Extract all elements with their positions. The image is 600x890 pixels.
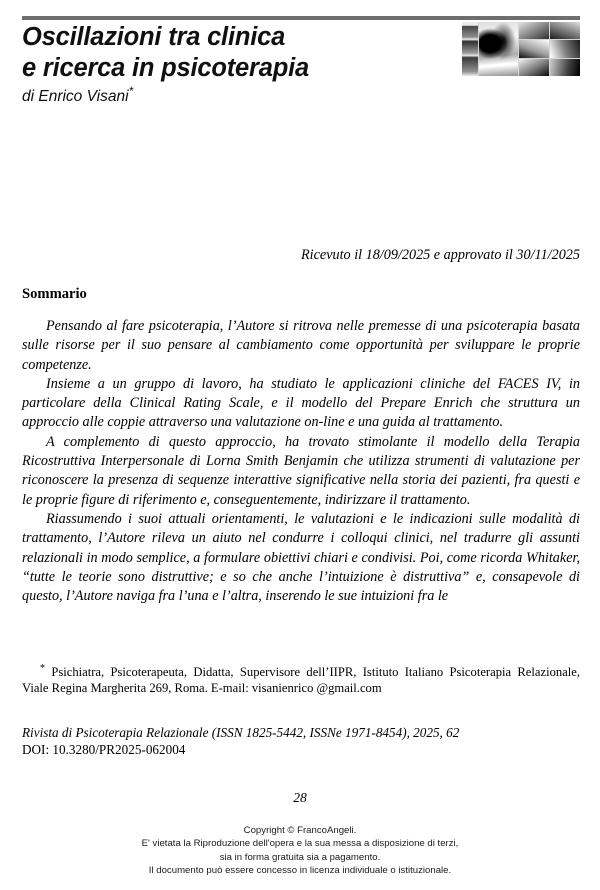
author-footnote: [22, 664, 580, 697]
received-approved-line: Ricevuto il 18/09/2025 e approvato il 30/11/2025: [301, 247, 580, 263]
collage-thumb-1: [519, 22, 549, 39]
header-rule: [22, 16, 580, 20]
title-block: [22, 22, 452, 107]
collage-left-filmstrip: [462, 22, 478, 76]
author-byline-text: di Enrico Visani: [22, 88, 129, 105]
collage-main-photo: [479, 22, 518, 76]
abstract-paragraph: Riassumendo i suoi attuali orientamenti, le valutazioni e le indicazioni sulle modalità di trattamento, l’Autore rileva un aiuto nel condurre i colloqui clinici, nel tradurre gli assunti relazionali in modo semplice, a formulare obiettivi chiari e condivisi. Poi, come ricorda Whitaker, “tutte le teorie sono distruttive; e so che anche l’intuizione è distruttiva” e, consapevole di questo, l’Autore naviga fra l’una e l’altra, inserendo le sue intuizioni fra le: [22, 510, 580, 605]
collage-thumb-2: [550, 22, 580, 39]
collage-thumb-4: [550, 40, 580, 57]
header-photo-collage: [462, 22, 580, 76]
journal-title-issn: Rivista di Psicoterapia Relazionale (ISSN 1825-5442, ISSNe 1971-8454), 2025, 62: [22, 725, 460, 740]
author-byline: [22, 83, 452, 107]
abstract-body: [22, 317, 580, 606]
masthead: [0, 0, 600, 130]
author-footnote-paragraph: [22, 664, 580, 697]
copyright-line-2: E' vietata la Riproduzione dell'opera e la sua messa a disposizione di terzi,: [141, 838, 459, 850]
author-footnote-marker: *: [128, 83, 134, 98]
doi-line: DOI: 10.3280/PR2025-062004: [22, 741, 186, 757]
abstract-paragraph: A complemento di questo approccio, ha trovato stimolante il modello della Terapia Ricostruttiva Interpersonale di Lorna Smith Benjamin che utilizza strumenti di valutazione per riconoscere la presenza di sequenze interattive significative nella storia dei pazienti, fra questi e le proprie figure di riferimento e, conseguentemente, indirizzare il trattamento.: [22, 433, 580, 508]
copyright-line-3: sia in forma gratuita sia a pagamento.: [219, 851, 381, 863]
copyright-line-4: Il documento può essere concesso in licenza individuale o istituzionale.: [148, 865, 452, 877]
collage-thumb-3: [519, 40, 549, 57]
abstract-paragraph: Pensando al fare psicoterapia, l’Autore si ritrova nelle premesse di una psicoterapia basata sulle risorse per il suo pensare al cambiamento come opportunità per sviluppare le proprie competenze.: [22, 318, 580, 373]
abstract-heading: Sommario: [22, 286, 87, 302]
collage-thumb-5: [519, 59, 549, 76]
footnote-text: Psichiatra, Psicoterapeuta, Didatta, Supervisore dell’IIPR, Istituto Italiano Psicoterapia Relazionale, Viale Regina Margherita 269, Roma. E-mail: visanienrico @gmail.com: [22, 665, 580, 696]
abstract-paragraph: Insieme a un gruppo di lavoro, ha studiato le applicazioni cliniche del FACES IV, in particolare della Clinical Rating Scale, e il modello del Prepare Enrich che struttura un approccio alle coppie attraverso una valutazione on-line e una guida al trattamento.: [22, 375, 580, 431]
page-number: 28: [293, 790, 307, 805]
journal-reference: [22, 725, 580, 758]
article-title-line-1: Oscillazioni tra clinica: [22, 23, 286, 51]
footnote-marker: *: [40, 662, 45, 674]
copyright-line-1: Copyright © FrancoAngeli.: [243, 825, 357, 836]
collage-thumb-6: [550, 59, 580, 76]
copyright-footer: [0, 824, 600, 878]
article-title-line-2: e ricerca in psicoterapia: [22, 54, 309, 82]
